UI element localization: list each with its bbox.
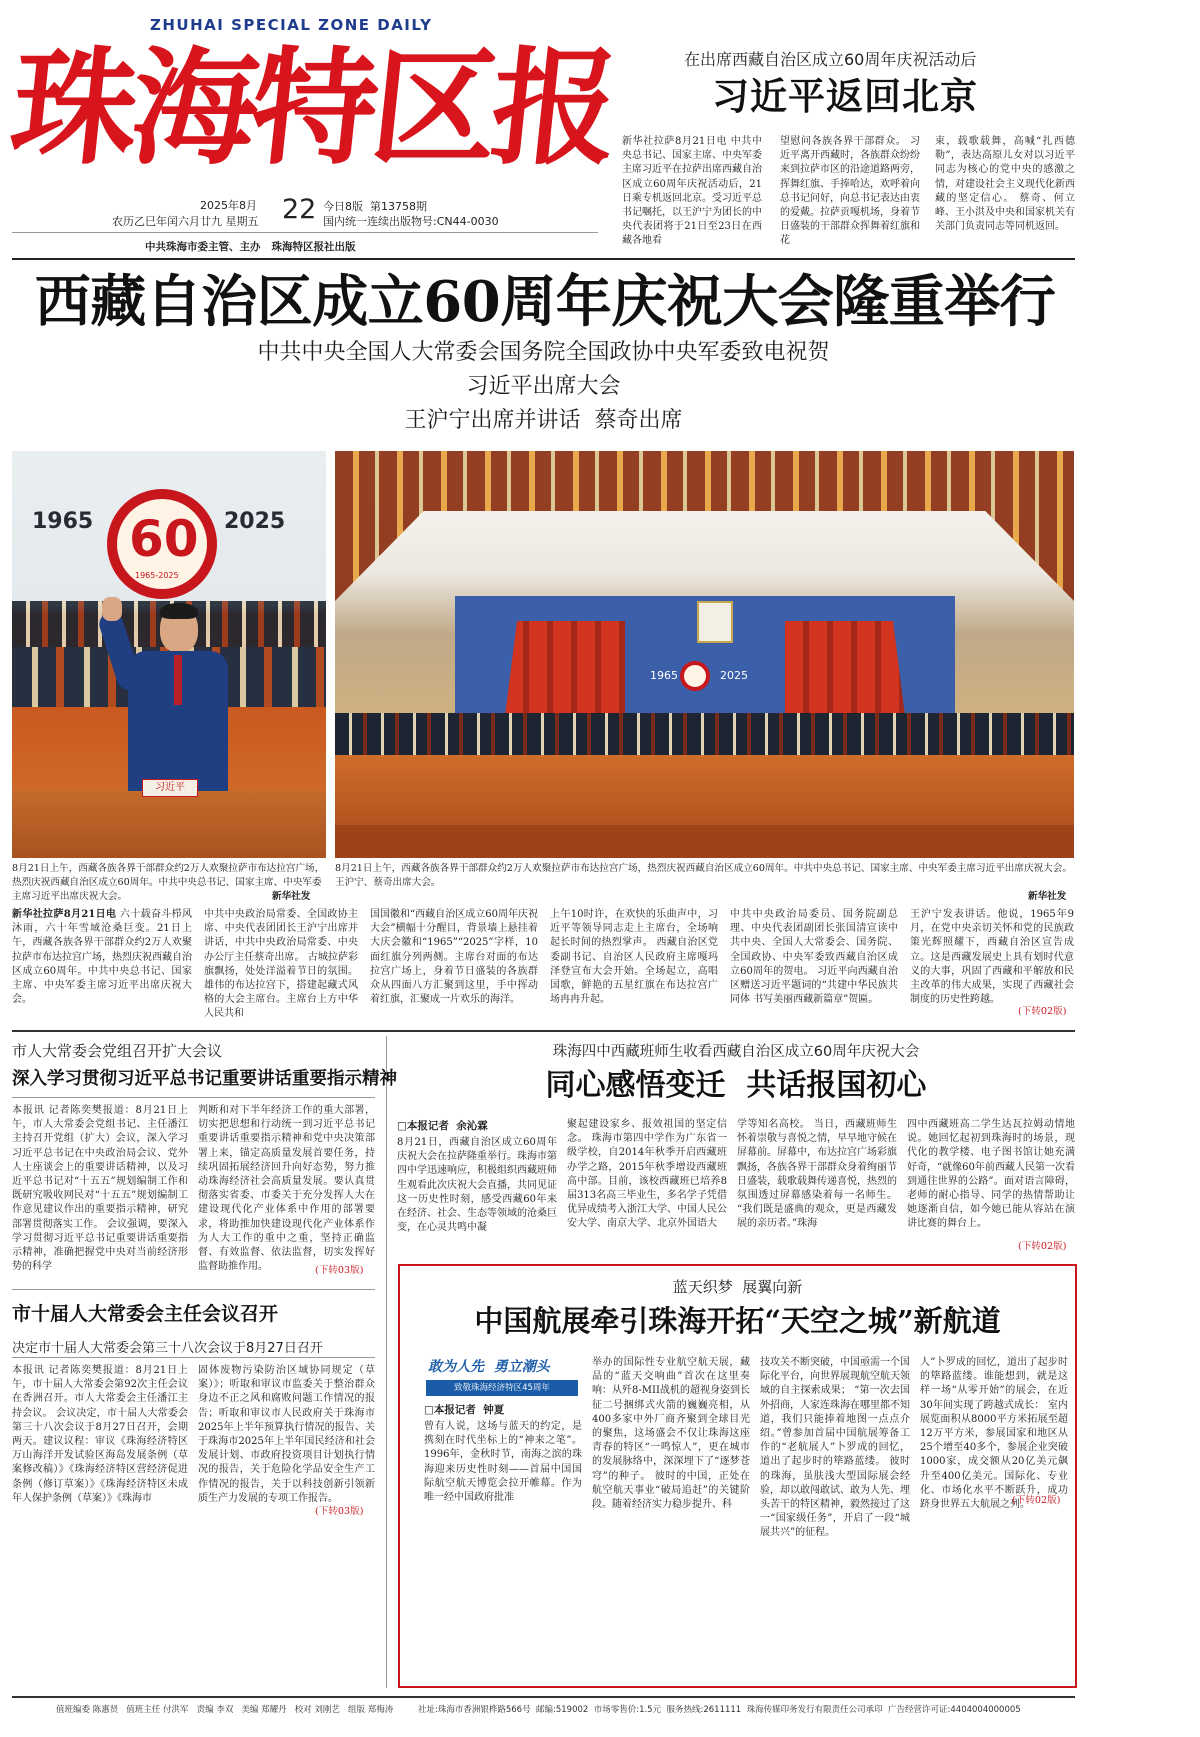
right2-col3: 技攻关不断突破，中国亟需一个国际化平台，向世界展现航空航天领域的自主探索成果； “第一次去国外招商，人家连珠海在哪里都不知道，我们只能捧着地图一点点介绍。”曾参加首届中国航展筹备工作的“老航展人”卜罗成的回忆，道出了起步时的筚路蓝缕。 彼时的珠海，虽肤浅大型国际展会经验，却以敢闯敢试、敢为人先、埋头苦干的特区精神，毅然接过了这一“国家级任务”，开启了一段“城展共兴”的征程。 — [760, 1357, 910, 1539]
top-story-col3: 束，载歌载舞，高喊“扎西德勒”，表达高原儿女对以习近平同志为核心的党中央的感激之情，对建设社会主义现代化新西藏的坚定信心。 蔡奇、何立峰、王小洪及中央和国家机关有关部门负责同志等同机返回。 — [935, 136, 1075, 233]
masthead-english-name: ZHUHAI SPECIAL ZONE DAILY — [150, 16, 433, 34]
podium-front — [335, 755, 1074, 825]
photo1-caption: 8月21日上午，西藏各族各界干部群众约2万人欢聚拉萨市布达拉宫广场，热烈庆祝西藏自治区成立60周年。中共中央总书记、国家主席、中央军委主席习近平出席庆祝大会。 — [12, 863, 325, 902]
left1-headline: 深入学习贯彻习近平总书记重要讲话重要指示精神 — [12, 1069, 397, 1089]
top-story-col2: 望慰问各族各界干部群众。 习近平离开西藏时，各族群众纷纷来到拉萨市区的沿途道路两旁，挥舞红旗、手捧哈达，欢呼着向总书记问好，向总书记表达由衷的爱戴。拉萨贡嘎机场，身着节日盛装的干部群众挥舞着红旗和花 — [780, 136, 920, 247]
lunar-date: 农历乙巳年闰六月廿九 星期五 — [112, 215, 259, 228]
podium-desk — [12, 791, 326, 858]
nameplate: 习近平 — [142, 779, 198, 797]
footer-address: 社址:珠海市香洲银桦路566号 邮编:519002 市场零售价:1.5元 服务热线:2611111 珠海传媒印务发行有限责任公司承印 广告经营许可证:4404004000005 — [418, 1705, 1021, 1715]
main-continued: (下转02版) — [1018, 1006, 1067, 1017]
figure-hand — [102, 597, 122, 621]
right2-col2: 举办的国际性专业航空航天展，藏品的“蓝天交响曲”首次在这里奏响：从歼8-MII战机的超视身姿到长征二号捆绑式火箭的巍巍亮相，从400多家中外厂商齐聚到全球目光的聚焦，这场盛会不仅让珠海这座青春的特区“一鸣惊人”，更在城市的发展脉络中，深深埋下了“逐梦苍穹”的种子。 彼时的中国，正处在航空航天事业“破局追赶”的关键阶段。随着经济实力稳步提升、科 — [592, 1357, 750, 1511]
footer-rule — [12, 1696, 1075, 1698]
issue-number: 第13758期 — [370, 200, 427, 213]
stage-floor — [335, 825, 1074, 858]
left1-col1: 本报讯 记者陈奕樊报道：8月21日上午，市人大常委会党组书记、主任潘江主持召开党组（扩大）会议，深入学习习近平总书记在中央政治局会议、党外人士座谈会上的重要讲话精神，以及习近平总书记对“十五五”规划编制工作和既研究吸收网民对“十五五”规划编制工作意见建议作出的重要指示精神，研究部署贯彻落实工作。 会议强调，要深入学习贯彻习近平总书记重要讲话重要指示精神，准确把握党中央对当前经济形势的科学 — [12, 1105, 188, 1273]
left2-subhead: 决定市十届人大常委会第三十八次会议于8月27日召开 — [12, 1341, 323, 1356]
main-dateline: 新华社拉萨8月21日电 — [12, 909, 117, 920]
left1-underline — [12, 1097, 375, 1098]
right1-col1: 8月21日，西藏自治区成立60周年庆祝大会在拉萨隆重举行。珠海市第四中学迅速响应，积极组织西藏班师生观看此次庆祝大会直播，共同见证这一历史性时刻，感受西藏60年来在经济、社会、生态等领域的沧桑巨变，在心灵共鸣中凝 — [397, 1137, 557, 1234]
left2-col2: 固体废物污染防治区域协同规定（草案）》；听取和审议市监委关于整治群众身边不正之风和腐败问题工作情况的报告；听取和审议市人民政府关于珠海市2025年上半年预算执行情况的报告、关于珠海市2025年上半年国民经济和社会发展计划、市政府投资项目计划执行情况的报告，关于危险化学品安全生产工作情况的报告，关于以科技创新引领新质生产力发展的专项工作报告。 — [198, 1365, 375, 1504]
main-col3: 国国徽和“西藏自治区成立60周年庆祝大会”横幅十分醒目，背景墙上悬挂着大庆会徽和“1965”“2025”字样，10面红旗分列两侧。主席台对面的布达拉宫广场上，身着节日盛装的各族群众从四面八方汇聚到这里，手中挥动着红旗，汇聚成一片欢乐的海洋。 — [370, 909, 538, 1006]
photo1-credit: 新华社发 — [272, 891, 311, 902]
right2-byline: □本报记者 钟夏 — [424, 1404, 505, 1416]
right2-continued: (下转02版) — [1012, 1495, 1061, 1506]
right1-kicker: 珠海四中西藏班师生收看西藏自治区成立60周年庆祝大会 — [552, 1044, 920, 1060]
photo2-credit: 新华社发 — [1028, 891, 1067, 902]
top-story-col1: 新华社拉萨8月21日电 中共中央总书记、国家主席、中央军委主席习近平在拉萨出席西藏自治区成立60周年庆祝活动后，21日乘专机返回北京。受习近平总书记嘱托，以王沪宁为团长的中央代表团将于21日至23日在西藏各地看 — [622, 136, 762, 247]
flags-right — [785, 621, 905, 716]
masthead-logo: 珠海特区报 — [4, 34, 620, 182]
left1-kicker: 市人大常委会党组召开扩大会议 — [12, 1042, 223, 1060]
photo-celebration-stage — [335, 451, 1074, 858]
left-divider — [12, 1289, 375, 1290]
flags-left — [505, 621, 625, 716]
emblem-number: 60 — [129, 510, 199, 568]
publisher-line: 中共珠海市委主管、主办 珠海特区报社出版 — [145, 241, 356, 253]
right1-col3: 学等知名高校。 当日，西藏班师生怀着崇敬与喜悦之情，早早地守候在屏幕前。屏幕中，布达拉宫广场彩旗飘扬，各族各界干部群众身着绚丽节日盛装，载歌载舞传递喜悦，热烈的氛围透过屏幕感染着每一名师生。 “我们既是盛典的观众，更是西藏发展的亲历者。”珠海 — [737, 1119, 897, 1230]
series-logo-banner: 致敬珠海经济特区45周年 — [426, 1380, 578, 1396]
figure-tie — [174, 655, 182, 705]
main-subhead-2: 习近平出席大会 — [466, 374, 621, 399]
emblem-year-left: 1965 — [32, 509, 94, 534]
emblem-small-years: 1965-2025 — [135, 571, 179, 580]
banner-year-right: 2025 — [720, 669, 748, 682]
date-day: 22 — [282, 194, 317, 225]
emblem-year-right: 2025 — [224, 509, 286, 534]
main-col2: 中共中央政治局常委、全国政协主席、中央代表团团长王沪宁出席并讲话，中共中央政治局常委、中央办公厅主任蔡奇出席。 古城拉萨彩旗飘扬，处处洋溢着节日的氛围。雄伟的布达拉宫下，搭建起藏式风格的大会主席台。主席台上方中华人民共和 — [204, 909, 358, 1020]
canopy-lights — [335, 451, 1074, 601]
figure-hair — [160, 603, 198, 619]
mid-divider — [12, 1030, 1075, 1032]
banner-year-left: 1965 — [650, 669, 678, 682]
left2-continued: (下转03版) — [315, 1506, 364, 1517]
left2-col1: 本报讯 记者陈奕樊报道：8月21日上午，市十届人大常委会第92次主任会议在香洲召开。市人大常委会主任潘江主持会议。 会议决定，市十届人大常委会第三十八次会议于8月27日召开，会期两天。建议议程：审议《珠海经济特区万山海洋开发试验区海岛发展条例（草案修改稿）》《珠海经济特区营经济促进条例（修订草案）》《珠海经济特区未成年人保护条例（草案）》《珠海市 — [12, 1365, 188, 1504]
anniversary-emblem — [107, 489, 217, 599]
left2-headline: 市十届人大常委会主任会议召开 — [12, 1303, 279, 1325]
banner-emblem — [680, 661, 710, 691]
photo2-caption: 8月21日上午，西藏各族各界干部群众约2万人欢聚拉萨市布达拉宫广场，热烈庆祝西藏自治区成立60周年。中共中央总书记、国家主席、中央军委主席习近平出席庆祝大会。王沪宁、蔡奇出席大会。 — [335, 863, 1072, 888]
series-logo-slogan: 敢为人先 勇立潮头 — [428, 1359, 550, 1375]
right2-col4: 人”卜罗成的回忆，道出了起步时的筚路蓝缕。谁能想到，就是这样一场“从零开始”的展会，在近30年间实现了跨越式成长： 室内展览面积从8000平方米拓展至超12万平方米，参展国家和地区从25个增至40多个，参展企业突破1000家，成交额从20亿美元飙升至400亿美元。国际化、专业化、市场化水平不断跃升，成功跻身世界五大航展之列。 — [920, 1357, 1068, 1511]
left1-continued: (下转03版) — [315, 1265, 364, 1276]
main-col6: 王沪宁发表讲话。他说，1965年9月，在党中央亲切关怀和党的民族政策光辉照耀下，西藏自治区宣告成立。这是西藏发展史上具有划时代意义的大事，巩固了西藏和平解放和民主改革的伟大成果，实现了西藏社会制度的历史性跨越。 — [910, 909, 1074, 1006]
right2-headline: 中国航展牵引珠海开拓“天空之城”新航道 — [474, 1304, 1001, 1338]
masthead-rule — [12, 232, 598, 233]
main-subhead-1: 中共中央全国人大常委会国务院全国政协中央军委致电祝贺 — [257, 340, 830, 365]
main-subhead-3: 王沪宁出席并讲话 蔡奇出席 — [404, 408, 683, 433]
anniversary-series-logo — [424, 1356, 582, 1400]
right1-byline: □本报记者 余沁霖 — [397, 1120, 488, 1132]
top-story-kicker: 在出席西藏自治区成立60周年庆祝活动后 — [684, 50, 977, 69]
main-headline: 西藏自治区成立60周年庆祝大会隆重举行 — [34, 269, 1056, 335]
portrait-frame — [697, 601, 733, 643]
main-col1-text: 六十载奋斗栉风沐雨，六十年雪域沧桑巨变。21日上午，西藏各族各界干部群众约2万人欢聚拉萨市布达拉宫广场，热烈庆祝西藏自治区成立60周年。中共中央总书记、国家主席、中央军委主席习近平出席庆祝大会。 — [12, 909, 192, 1006]
right1-col4: 四中西藏班高二学生达瓦拉姆动情地说。她回忆起初到珠海时的场景，现代化的教学楼、电子图书馆让她充满好奇，“就像60年前西藏人民第一次看到通往世界的公路”。面对语言障碍，老师的耐心指导、同学的热情帮助让她逐渐自信，如今她已能从容站在演讲比赛的舞台上。 — [907, 1119, 1075, 1230]
photo-xi-waving — [12, 451, 326, 858]
right1-headline: 同心感悟变迁 共话报国初心 — [545, 1068, 927, 1103]
cn-number: 国内统一连续出版物号:CN44-0030 — [323, 215, 499, 228]
leaders-row — [335, 713, 1074, 755]
right1-col2: 聚起建设家乡、报效祖国的坚定信念。 珠海市第四中学作为广东省一级学校，自2014年秋季开启西藏班办学之路，2015年秋季增设西藏班高中部。目前，该校西藏班已培养8届313名高三毕业生，多名学子凭借优异成绩考入浙江大学、中国人民公安大学、南京大学、北京外国语大 — [567, 1119, 727, 1230]
left1-col2: 判断和对下半年经济工作的重大部署，切实把思想和行动统一到习近平总书记重要讲话重要指示精神和党中央决策部署上来，锚定高质量发展首要任务，持续巩固拓展经济回升向好态势，努力推动珠海经济社会高质量发展。要认真贯彻落实省委、市委关于充分发挥人大在建设现代化产业体系中作用的部署要求，将助推加快建设现代化产业体系作为人大工作的重中之重，坚持正确监督、有效监督、依法监督，切实发挥好监督助推作用。 — [198, 1105, 375, 1273]
right2-kicker: 蓝天织梦 展翼向新 — [672, 1278, 803, 1296]
date-year-month: 2025年8月 — [200, 199, 257, 212]
column-divider — [386, 1036, 387, 1688]
main-col5: 中共中央政治局委员、国务院副总理、中央代表团副团长张国清宣读中共中央、全国人大常委会、国务院、全国政协、中央军委致西藏自治区成立60周年的贺电。 习近平向西藏自治区赠送习近平题词的“共建中华民族共同体 书写美丽西藏新篇章”贺匾。 — [730, 909, 898, 1006]
right2-col1: 曾有人说，这场与蓝天的约定，是携刻在时代坐标上的“神来之笔”。 1996年，金秋时节，南海之滨的珠海迎来历史性时刻——首届中国国际航空航天博览会拉开帷幕。作为唯一经中国政府批准 — [424, 1421, 582, 1504]
right1-continued: (下转02版) — [1018, 1241, 1067, 1252]
top-story-headline: 习近平返回北京 — [712, 74, 978, 118]
footer-staff: 值班编委 陈惠贤 值班主任 付洪军 责编 李双 美编 郑耀丹 校对 刘刚艺 组版 郑梅涛 — [56, 1705, 394, 1715]
page-count — [323, 198, 427, 214]
left2-underline — [12, 1357, 375, 1358]
pages: 今日8版 — [323, 200, 363, 213]
main-col1 — [12, 908, 192, 1007]
header-divider — [12, 258, 1075, 260]
main-col4: 上午10时许，在欢快的乐曲声中，习近平等领导同志走上主席台，全场响起长时间的热烈掌声。 西藏自治区党委副书记、自治区人民政府主席嘎玛泽登宣布大会开始。全场起立，高唱国歌，鲜艳的五星红旗在布达拉宫广场冉冉升起。 — [550, 909, 718, 1006]
